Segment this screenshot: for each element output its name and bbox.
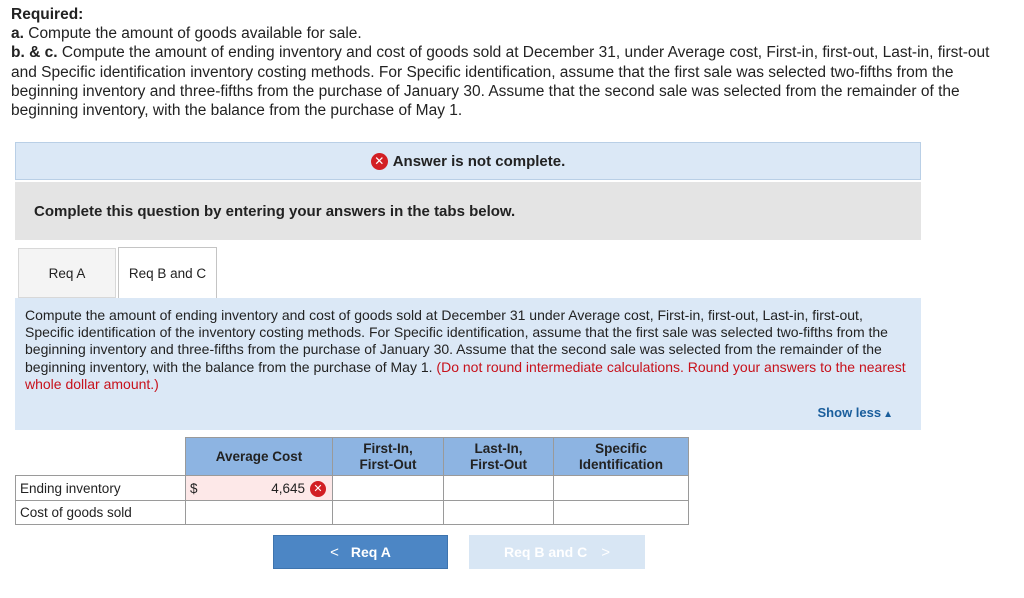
triangle-up-icon: ▲: [883, 409, 893, 420]
col-fifo: First-In, First-Out: [333, 438, 444, 476]
x-circle-icon: ✕: [371, 153, 388, 170]
required-header: Required:: [11, 6, 84, 23]
complete-question-text: Complete this question by entering your answers in the tabs below.: [34, 202, 516, 220]
table-row: [16, 476, 689, 501]
required-part-bc: b. & c. Compute the amount of ending inventory and cost of goods sold at December 31, under Average cost, First-in, first-out, Last-in, first-out and Specific identification inventory costing methods. For Specific identification, assume that the first sale was selected two-fifths from the beginning inventory and three-fifths from the purchase of January 30. Assume that the second sale was selected from the remainder of the beginning inventory, with the balance from the purchase of May 1.: [11, 44, 990, 120]
col-average-cost: Average Cost: [186, 438, 333, 476]
cogs-specific-id-input[interactable]: [554, 501, 689, 525]
ending-inventory-average-cost-value: 4,645: [271, 481, 305, 496]
tab-req-a[interactable]: Req A: [18, 248, 116, 298]
table-corner: [16, 438, 186, 476]
question-instructions: Compute the amount of ending inventory and cost of goods sold at December 31 under Average cost, First-in, first-out, Last-in, first-out, Specific identification of the inventory costing methods. For Specific identification, assume that the first sale was selected two-fifths from the beginning inventory and three-fifths from the purchase of January 30. Assume that the second sale was selected from the remainder of the beginning inventory, with the balance from the purchase of May 1. (Do not round intermediate calculations. Round your answers to the nearest whole dollar amount.): [25, 307, 906, 392]
col-specific-identification: Specific Identification: [554, 438, 689, 476]
answer-status-banner: [15, 142, 921, 180]
chevron-left-icon: <: [330, 543, 339, 561]
row-label-cost-of-goods-sold: Cost of goods sold: [16, 501, 186, 525]
prev-req-a-button[interactable]: < Req A: [273, 535, 448, 569]
required-part-a: a. Compute the amount of goods available for sale.: [11, 25, 362, 43]
row-label-ending-inventory: Ending inventory: [16, 476, 186, 501]
currency-symbol: $: [190, 481, 198, 496]
cogs-lifo-input[interactable]: [444, 501, 554, 525]
ending-inventory-fifo-input[interactable]: [333, 476, 444, 501]
cogs-average-cost-input[interactable]: [186, 501, 333, 525]
answer-status-text: Answer is not complete.: [392, 152, 566, 170]
tab-bar: [15, 247, 921, 298]
tab-content-panel: [15, 298, 921, 430]
required-instructions: [11, 5, 1016, 120]
col-lifo: Last-In, First-Out: [444, 438, 554, 476]
ending-inventory-specific-id-input[interactable]: [554, 476, 689, 501]
next-req-b-and-c-button[interactable]: Req B and C >: [469, 535, 645, 569]
tab-req-b-and-c[interactable]: Req B and C: [118, 247, 217, 299]
show-less-link[interactable]: Show less ▲: [817, 405, 893, 420]
ending-inventory-lifo-input[interactable]: [444, 476, 554, 501]
chevron-right-icon: >: [601, 543, 610, 561]
table-row: [16, 501, 689, 525]
inventory-answer-table: [15, 437, 689, 525]
incorrect-x-icon: ✕: [310, 481, 326, 497]
cogs-fifo-input[interactable]: [333, 501, 444, 525]
rounding-note: (Do not round intermediate calculations. Round your answers to the nearest whole dollar amount.): [25, 358, 906, 392]
complete-question-prompt: [15, 182, 921, 240]
ending-inventory-average-cost-input[interactable]: [186, 476, 333, 501]
